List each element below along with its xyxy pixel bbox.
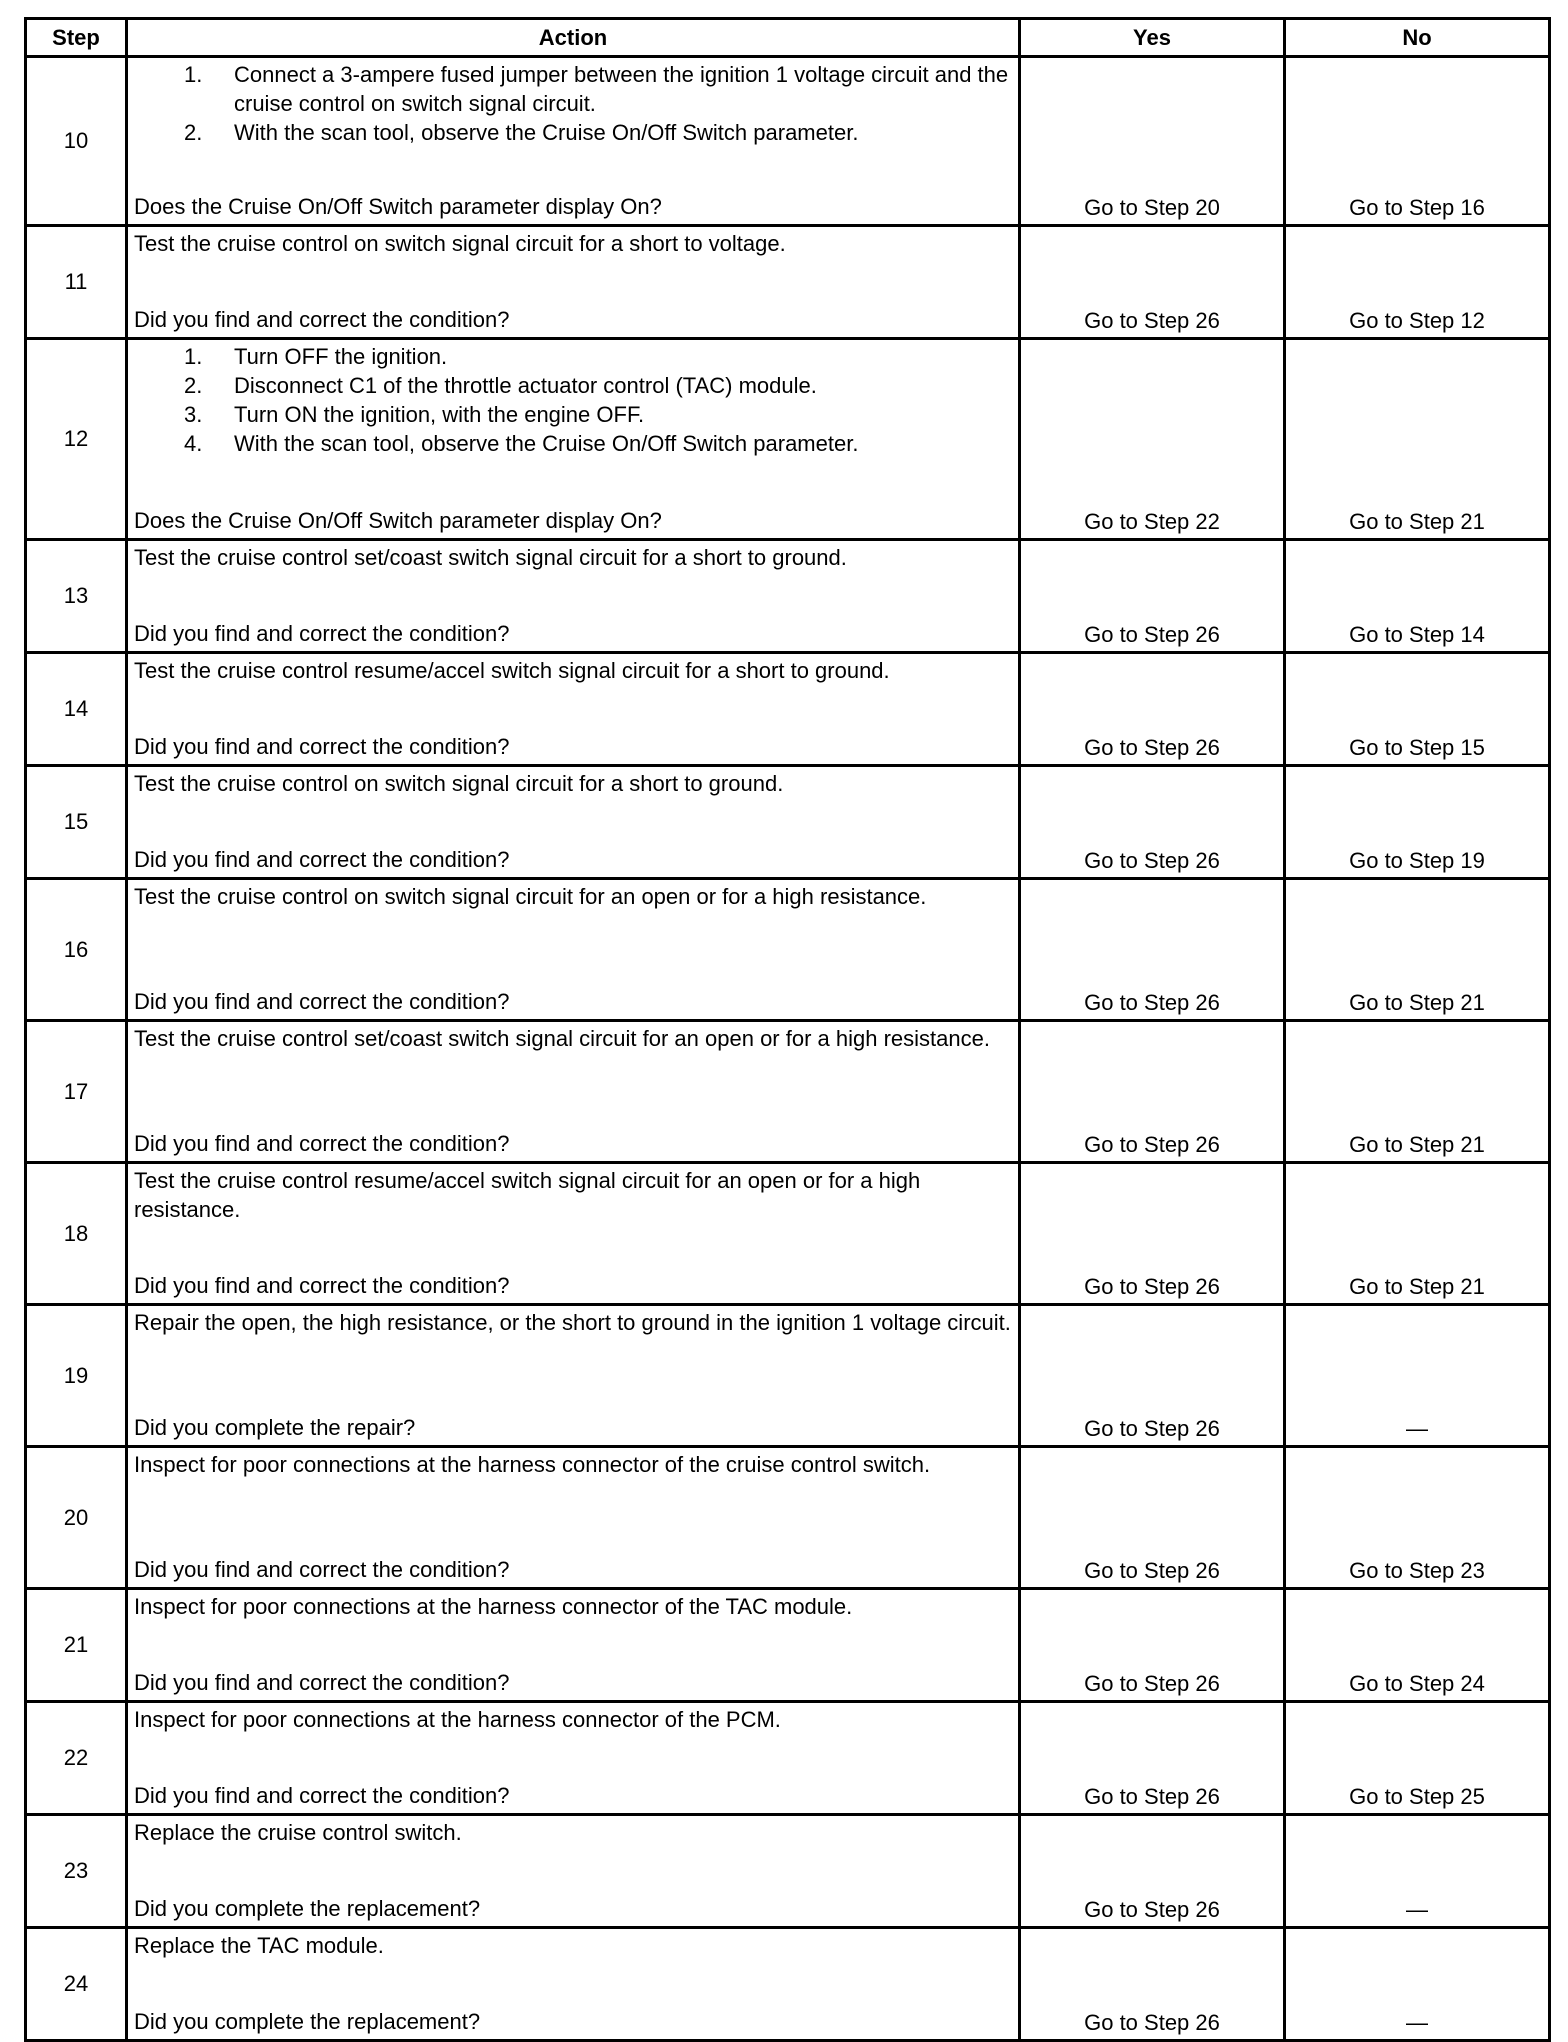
action-question: Does the Cruise On/Off Switch parameter display On? [134,508,662,533]
header-step: Step [26,19,127,57]
no-result: Go to Step 16 [1285,57,1550,226]
yes-result: Go to Step 26 [1020,1447,1285,1589]
yes-result: Go to Step 26 [1020,540,1285,653]
list-item [184,429,1012,458]
list-item-number: 2. [184,373,203,398]
step-number: 11 [26,226,127,339]
action-text: Inspect for poor connections at the harness connector of the TAC module. [134,1594,853,1619]
action-question: Did you find and correct the condition? [134,1670,510,1695]
step-number: 18 [26,1163,127,1305]
step-number: 24 [26,1928,127,2041]
step-number: 13 [26,540,127,653]
list-item-number: 2. [184,120,203,145]
action-question: Did you find and correct the condition? [134,621,510,646]
action-cell [127,1928,1020,2041]
table-row [26,879,1550,1021]
action-question: Did you find and correct the condition? [134,1273,510,1298]
table-row [26,1815,1550,1928]
table-row [26,1447,1550,1589]
action-question: Did you find and correct the condition? [134,1783,510,1808]
no-result: Go to Step 23 [1285,1447,1550,1589]
table-row [26,1589,1550,1702]
no-result: Go to Step 21 [1285,1163,1550,1305]
diagnostic-table-container [24,17,1544,2042]
action-step-list [134,342,1012,458]
no-result: Go to Step 19 [1285,766,1550,879]
yes-result: Go to Step 20 [1020,57,1285,226]
list-item-text: Connect a 3-ampere fused jumper between the ignition 1 voltage circuit and the cruise control on switch signal circuit. [234,62,1009,116]
action-cell [127,766,1020,879]
action-cell [127,1447,1020,1589]
action-text: Test the cruise control resume/accel switch signal circuit for an open or for a high resistance. [134,1168,921,1222]
yes-result: Go to Step 26 [1020,1163,1285,1305]
table-row [26,653,1550,766]
list-item-text: Turn OFF the ignition. [234,344,448,369]
action-cell [127,653,1020,766]
yes-result: Go to Step 26 [1020,1589,1285,1702]
action-question: Did you find and correct the condition? [134,307,510,332]
no-result: Go to Step 21 [1285,339,1550,540]
action-text: Inspect for poor connections at the harness connector of the cruise control switch. [134,1452,931,1477]
action-cell [127,1163,1020,1305]
action-question: Does the Cruise On/Off Switch parameter display On? [134,194,662,219]
action-cell [127,1021,1020,1163]
action-question: Did you complete the repair? [134,1415,416,1440]
action-cell [127,339,1020,540]
action-question: Did you find and correct the condition? [134,847,510,872]
action-cell [127,879,1020,1021]
yes-result: Go to Step 22 [1020,339,1285,540]
list-item [184,342,1012,371]
action-cell [127,57,1020,226]
no-result: Go to Step 21 [1285,879,1550,1021]
table-row [26,1021,1550,1163]
no-result: Go to Step 14 [1285,540,1550,653]
table-row [26,226,1550,339]
list-item [184,118,1012,147]
action-question: Did you find and correct the condition? [134,989,510,1014]
table-row [26,57,1550,226]
no-result: Go to Step 24 [1285,1589,1550,1702]
table-row [26,339,1550,540]
action-cell [127,540,1020,653]
header-yes: Yes [1020,19,1285,57]
header-action: Action [127,19,1020,57]
action-cell [127,1305,1020,1447]
action-text: Repair the open, the high resistance, or the short to ground in the ignition 1 voltage circuit. [134,1310,1011,1335]
step-number: 16 [26,879,127,1021]
header-no: No [1285,19,1550,57]
list-item [184,371,1012,400]
action-question: Did you find and correct the condition? [134,734,510,759]
yes-result: Go to Step 26 [1020,1815,1285,1928]
table-row [26,766,1550,879]
action-text: Test the cruise control on switch signal circuit for a short to voltage. [134,231,786,256]
table-body [26,57,1550,2041]
header-row [26,19,1550,57]
list-item [184,400,1012,429]
action-question: Did you find and correct the condition? [134,1557,510,1582]
step-number: 10 [26,57,127,226]
yes-result: Go to Step 26 [1020,226,1285,339]
list-item-number: 4. [184,431,203,456]
action-cell [127,226,1020,339]
action-cell [127,1702,1020,1815]
action-text: Test the cruise control on switch signal circuit for an open or for a high resistance. [134,884,927,909]
list-item-number: 3. [184,402,203,427]
action-text: Replace the TAC module. [134,1933,384,1958]
yes-result: Go to Step 26 [1020,1021,1285,1163]
no-result: Go to Step 25 [1285,1702,1550,1815]
table-row [26,540,1550,653]
list-item-text: With the scan tool, observe the Cruise On/Off Switch parameter. [234,120,859,145]
action-text: Inspect for poor connections at the harness connector of the PCM. [134,1707,781,1732]
step-number: 23 [26,1815,127,1928]
action-text: Test the cruise control resume/accel switch signal circuit for a short to ground. [134,658,890,683]
step-number: 14 [26,653,127,766]
diagnostic-table [24,17,1551,2042]
step-number: 19 [26,1305,127,1447]
list-item-text: With the scan tool, observe the Cruise On/Off Switch parameter. [234,431,859,456]
list-item [184,60,1012,118]
no-result: — [1285,1815,1550,1928]
yes-result: Go to Step 26 [1020,1702,1285,1815]
list-item-number: 1. [184,62,203,87]
step-number: 22 [26,1702,127,1815]
no-result: — [1285,1928,1550,2041]
step-number: 12 [26,339,127,540]
yes-result: Go to Step 26 [1020,879,1285,1021]
list-item-text: Disconnect C1 of the throttle actuator control (TAC) module. [234,373,817,398]
action-step-list [134,60,1012,147]
step-number: 15 [26,766,127,879]
no-result: Go to Step 21 [1285,1021,1550,1163]
no-result: — [1285,1305,1550,1447]
table-row [26,1702,1550,1815]
list-item-number: 1. [184,344,203,369]
action-cell [127,1815,1020,1928]
action-question: Did you find and correct the condition? [134,1131,510,1156]
no-result: Go to Step 15 [1285,653,1550,766]
step-number: 21 [26,1589,127,1702]
step-number: 20 [26,1447,127,1589]
action-question: Did you complete the replacement? [134,2009,481,2034]
yes-result: Go to Step 26 [1020,766,1285,879]
yes-result: Go to Step 26 [1020,653,1285,766]
action-question: Did you complete the replacement? [134,1896,481,1921]
action-text: Test the cruise control set/coast switch signal circuit for an open or for a high resistance. [134,1026,990,1051]
table-row [26,1305,1550,1447]
yes-result: Go to Step 26 [1020,1928,1285,2041]
action-text: Replace the cruise control switch. [134,1820,462,1845]
action-cell [127,1589,1020,1702]
yes-result: Go to Step 26 [1020,1305,1285,1447]
table-row [26,1163,1550,1305]
list-item-text: Turn ON the ignition, with the engine OFF. [234,402,645,427]
table-row [26,1928,1550,2041]
no-result: Go to Step 12 [1285,226,1550,339]
step-number: 17 [26,1021,127,1163]
action-text: Test the cruise control set/coast switch signal circuit for a short to ground. [134,545,847,570]
action-text: Test the cruise control on switch signal circuit for a short to ground. [134,771,784,796]
